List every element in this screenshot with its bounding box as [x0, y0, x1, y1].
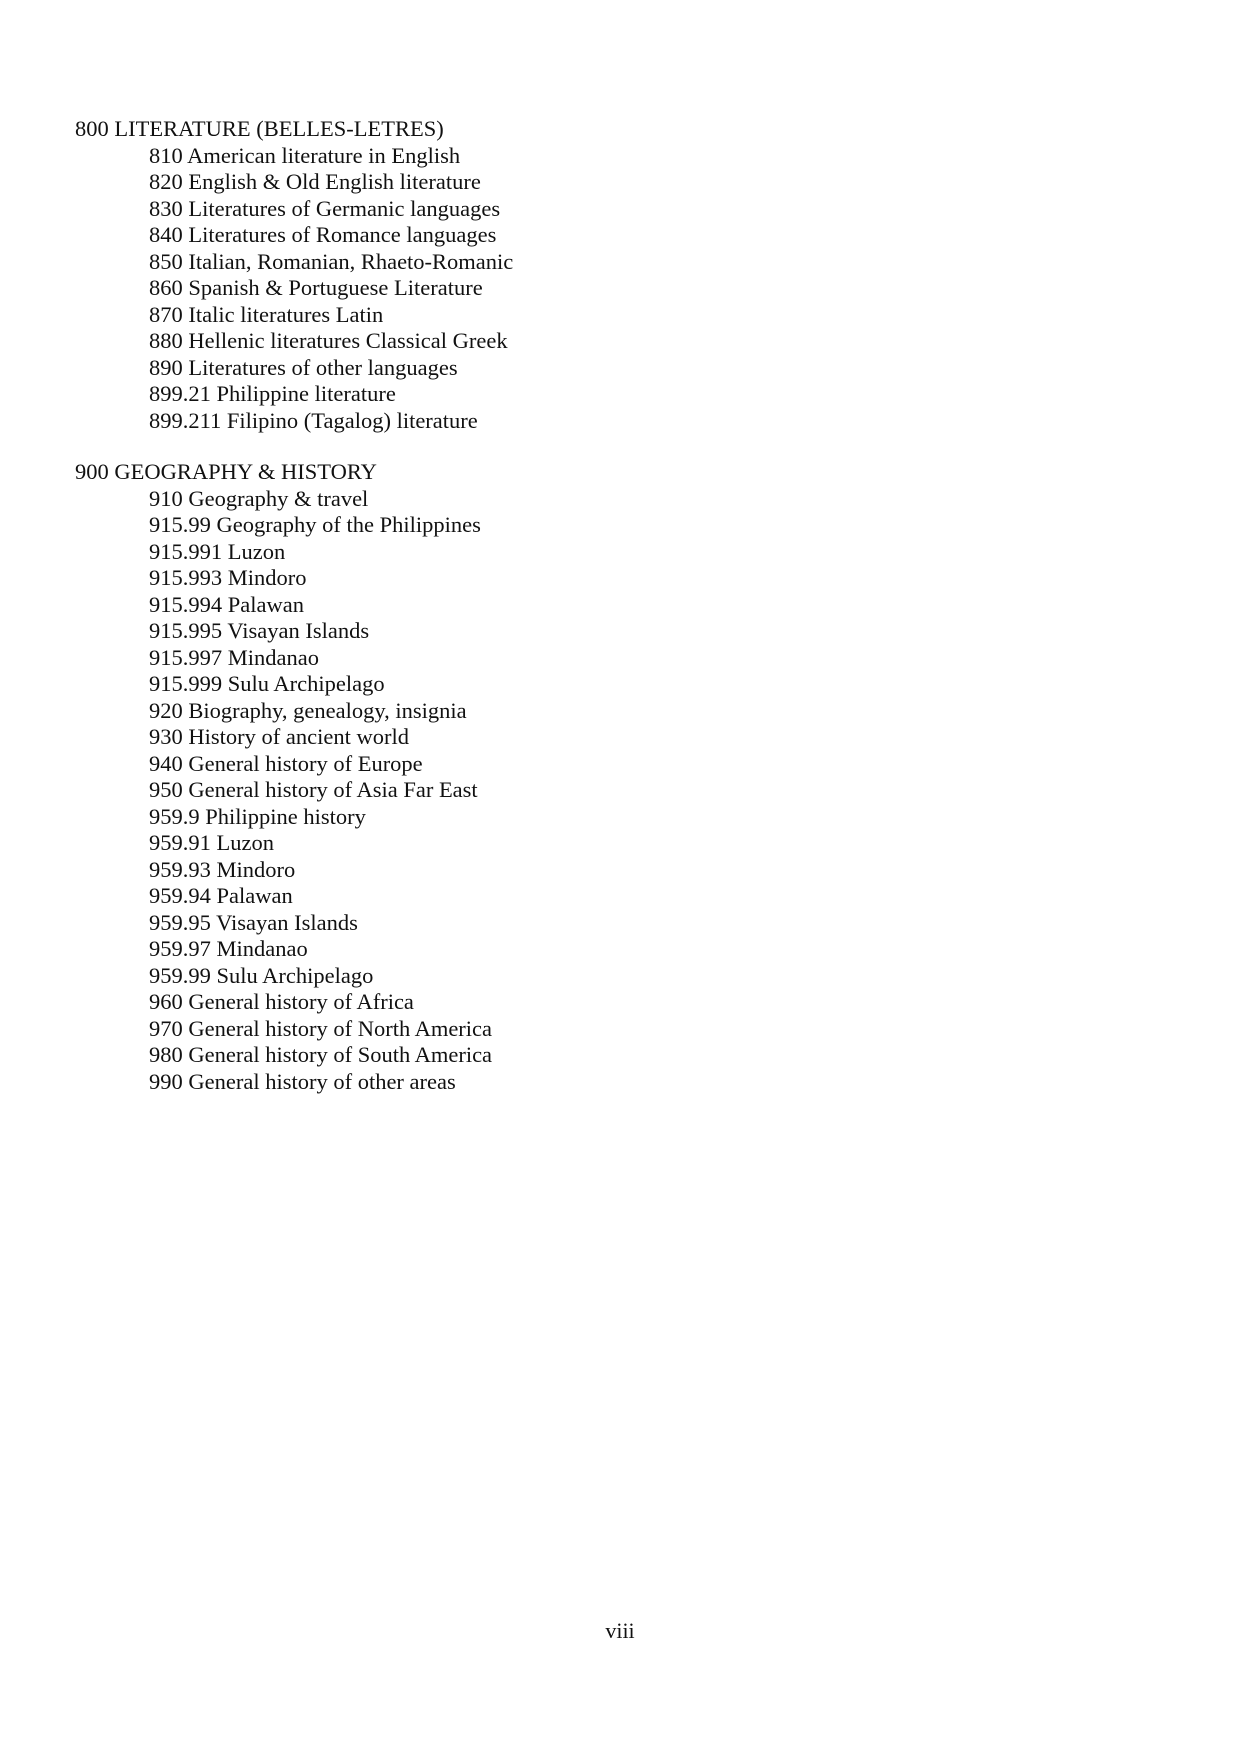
- list-item: 820 English & Old English literature: [149, 169, 481, 194]
- list-item: 915.993 Mindoro: [149, 565, 307, 590]
- list-item: 860 Spanish & Portuguese Literature: [149, 275, 483, 300]
- section-geography-history: [75, 459, 492, 1095]
- list-item: 899.21 Philippine literature: [149, 381, 396, 406]
- list-item: 930 History of ancient world: [149, 724, 409, 749]
- list-item: 915.99 Geography of the Philippines: [149, 512, 481, 537]
- list-item: 959.91 Luzon: [149, 830, 274, 855]
- list-item: 915.997 Mindanao: [149, 644, 319, 670]
- list-item: 970 General history of North America: [149, 1015, 493, 1041]
- entry-list: [75, 486, 492, 1096]
- list-item: 915.994 Palawan: [149, 591, 304, 617]
- section-heading: 900 GEOGRAPHY & HISTORY: [75, 459, 377, 484]
- list-item: 915.991 Luzon: [149, 538, 286, 564]
- list-item: 940 General history of Europe: [149, 750, 423, 776]
- list-item: 899.211 Filipino (Tagalog) literature: [149, 407, 478, 433]
- list-item: 959.9 Philippine history: [149, 803, 366, 829]
- entry-list: [75, 143, 513, 435]
- list-item: 915.995 Visayan Islands: [149, 618, 370, 643]
- list-item: 980 General history of South America: [149, 1042, 493, 1067]
- list-item: 960 General history of Africa: [149, 989, 414, 1014]
- list-item: 830 Literatures of Germanic languages: [149, 195, 501, 221]
- list-item: 920 Biography, genealogy, insignia: [149, 697, 467, 723]
- list-item: 990 General history of other areas: [149, 1068, 456, 1094]
- list-item: 890 Literatures of other languages: [149, 354, 458, 380]
- page-number: viii: [605, 1618, 635, 1643]
- list-item: 850 Italian, Romanian, Rhaeto-Romanic: [149, 248, 514, 274]
- list-item: 870 Italic literatures Latin: [149, 301, 384, 327]
- list-item: 959.93 Mindoro: [149, 856, 296, 882]
- section-heading: 800 LITERATURE (BELLES-LETRES): [75, 116, 444, 141]
- list-item: 880 Hellenic literatures Classical Greek: [149, 328, 508, 353]
- list-item: 840 Literatures of Romance languages: [149, 222, 497, 247]
- list-item: 959.97 Mindanao: [149, 936, 308, 961]
- list-item: 915.999 Sulu Archipelago: [149, 671, 385, 696]
- list-item: 810 American literature in English: [149, 142, 461, 168]
- list-item: 910 Geography & travel: [149, 485, 369, 511]
- list-item: 959.95 Visayan Islands: [149, 909, 358, 935]
- list-item: 959.94 Palawan: [149, 883, 293, 908]
- section-literature: [75, 116, 513, 434]
- list-item: 959.99 Sulu Archipelago: [149, 962, 374, 988]
- list-item: 950 General history of Asia Far East: [149, 777, 478, 802]
